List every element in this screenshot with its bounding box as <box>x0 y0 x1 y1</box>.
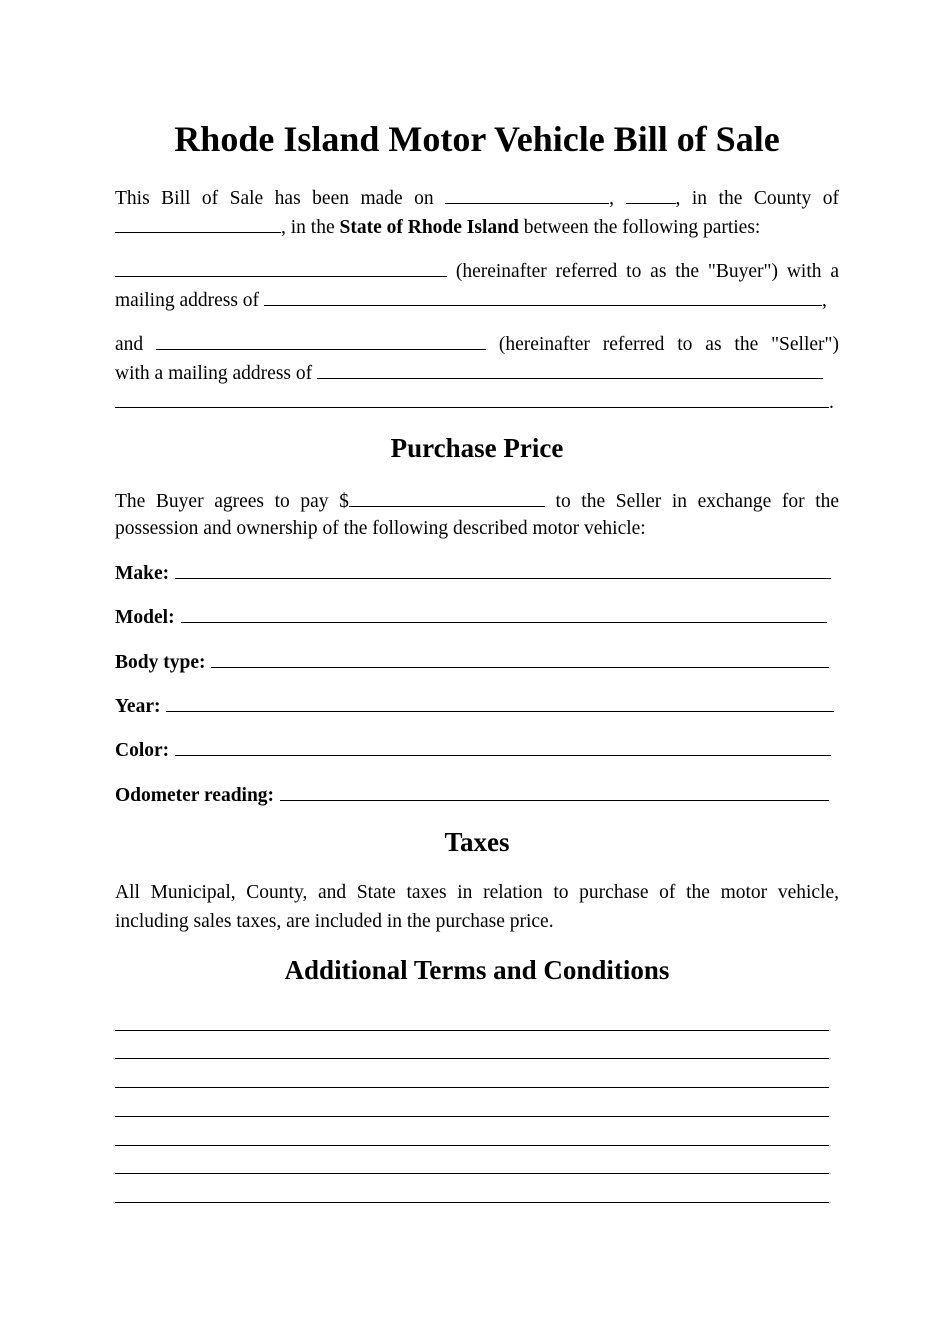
model-label: Model: <box>115 607 175 628</box>
odometer-field[interactable] <box>280 780 829 801</box>
purchase-price-heading: Purchase Price <box>390 433 564 463</box>
color-field[interactable] <box>175 735 831 756</box>
terms-line-3[interactable] <box>115 1087 829 1088</box>
buyer-address-field[interactable] <box>264 284 822 306</box>
taxes-heading: Taxes <box>444 827 510 857</box>
buyer-name-field[interactable] <box>115 255 447 277</box>
odometer-label: Odometer reading: <box>115 785 275 806</box>
purchase-line-2: possession and ownership of the following described motor vehicle: <box>115 518 646 539</box>
intro-line-2: , in the State of Rhode Island between the following parties: <box>115 211 760 242</box>
seller-line-1: and (hereinafter referred to as the "Seller") <box>115 328 839 359</box>
terms-line-5[interactable] <box>115 1145 829 1146</box>
model-field[interactable] <box>181 602 827 623</box>
make-label: Make: <box>115 563 170 584</box>
seller-address-field[interactable] <box>317 357 823 379</box>
body-type-row <box>115 647 829 676</box>
make-row <box>115 558 831 587</box>
model-row <box>115 602 827 631</box>
body-type-label: Body type: <box>115 652 206 673</box>
seller-line-3: . <box>115 386 839 417</box>
seller-name-field[interactable] <box>156 328 486 350</box>
terms-line-2[interactable] <box>115 1058 829 1059</box>
purchase-line-1: The Buyer agrees to pay $ to the Seller in exchange for the <box>115 485 839 516</box>
document-title: Rhode Island Motor Vehicle Bill of Sale <box>174 119 780 159</box>
state-name: State of Rhode Island <box>339 217 519 238</box>
taxes-line-1: All Municipal, County, and State taxes in relation to purchase of the motor vehicle, <box>115 882 839 903</box>
year-label: Year: <box>115 696 161 717</box>
seller-line-2: with a mailing address of <box>115 357 839 388</box>
terms-heading: Additional Terms and Conditions <box>284 955 670 985</box>
taxes-line-2: including sales taxes, are included in the purchase price. <box>115 911 554 932</box>
intro-line-1: This Bill of Sale has been made on , , in the County of <box>115 182 839 213</box>
color-row <box>115 735 831 764</box>
sale-year-field[interactable] <box>626 182 676 204</box>
buyer-line-2: mailing address of , <box>115 284 839 315</box>
year-field[interactable] <box>166 691 834 712</box>
terms-line-1[interactable] <box>115 1030 829 1031</box>
seller-address-field-2[interactable] <box>115 386 829 408</box>
year-row <box>115 691 834 720</box>
price-field[interactable] <box>349 485 545 507</box>
terms-line-6[interactable] <box>115 1173 829 1174</box>
terms-line-4[interactable] <box>115 1116 829 1117</box>
body-type-field[interactable] <box>211 647 829 668</box>
sale-date-field[interactable] <box>445 182 609 204</box>
make-field[interactable] <box>175 558 831 579</box>
intro-text: This Bill of Sale has been made on <box>115 188 434 209</box>
odometer-row <box>115 780 829 809</box>
county-field[interactable] <box>115 211 281 233</box>
color-label: Color: <box>115 740 170 761</box>
buyer-line-1: (hereinafter referred to as the "Buyer") with a <box>115 255 839 286</box>
terms-line-7[interactable] <box>115 1202 829 1203</box>
